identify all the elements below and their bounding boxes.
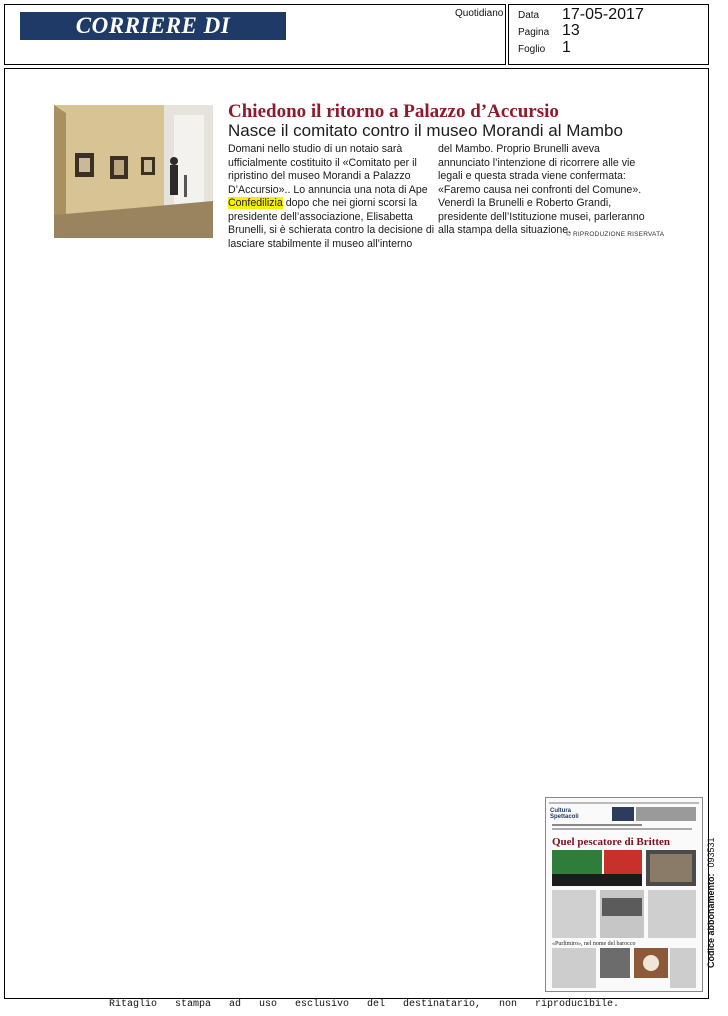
page-thumbnail	[545, 797, 703, 992]
article-column-1	[228, 143, 440, 251]
article-headline: Nasce il comitato contro il museo Morandi al Mambo	[228, 121, 623, 140]
thumbnail-section: Cultura Spettacoli	[550, 808, 579, 820]
subscription-code	[706, 837, 716, 968]
footer-notice: Ritaglio stampa ad uso esclusivo del destinatario, non riproducibile.	[108, 999, 620, 1010]
subscription-code-value: 093531	[706, 837, 716, 868]
thumbnail-subtitle: «Purlimiro», nel nome del barocco	[552, 941, 636, 947]
sheet-value: 1	[562, 39, 571, 56]
body-text-b: dopo che nei giorni scorsi la presidente dell’associazione, Elisabetta Brunelli, si è schierata contro la decisione di lasciare stabilmente il museo all’interno	[228, 197, 435, 250]
subscription-code-label: Codice abbonamento:	[706, 873, 716, 968]
copyright-notice: © RIPRODUZIONE RISERVATA	[566, 231, 665, 238]
page-label: Pagina	[518, 27, 550, 38]
body-text-a: Domani nello studio di un notaio sarà ufficialmente costituito il «Comitato per il ripristino del museo Morandi a Palazzo D’Accursio».. Lo annuncia una nota di Ape	[228, 143, 428, 196]
article-kicker: Chiedono il ritorno a Palazzo d’Accursio	[228, 101, 559, 122]
date-label: Data	[518, 10, 540, 21]
museum-photo	[54, 105, 213, 238]
date-value: 17-05-2017	[562, 6, 644, 23]
newspaper-masthead: CORRIERE DI BOLOGNA	[20, 12, 286, 40]
sheet-label: Foglio	[518, 44, 546, 55]
highlighted-term: Confedilizia	[228, 197, 283, 209]
article-column-2: del Mambo. Proprio Brunelli aveva annunciato l’intenzione di ricorrere alle vie legali e questa strada viene confermata: «Faremo causa nei confronti del Comune». Venerdì la Brunelli e Roberto Grandi, presidente dell’Istituzione musei, parleranno alla stampa della situazione.	[438, 143, 645, 236]
thumbnail-title: Quel pescatore di Britten	[552, 836, 671, 848]
frequency-label: Quotidiano	[455, 8, 504, 19]
page-value: 13	[562, 22, 580, 39]
